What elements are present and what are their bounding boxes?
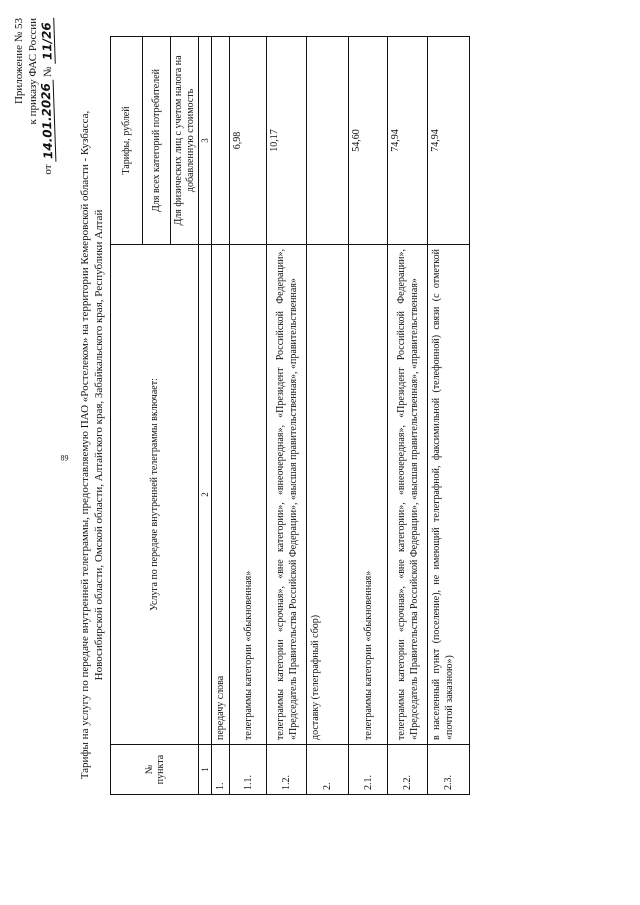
table-row — [428, 37, 470, 795]
row-description: в населенный пункт (поселение), не имеющий телеграфной, факсимильной (телефонной) связи (с отметкой «почтой заказною») — [428, 245, 470, 745]
row-number: 2.2. — [388, 745, 428, 795]
row-description: телеграммы категории «обыкновенная» — [349, 245, 388, 745]
row-description: телеграммы категории «обыкновенная» — [230, 245, 267, 745]
appendix-order: к приказу ФАС России — [27, 18, 39, 125]
header-service: Услуга по передаче внутренней телеграммы включает: — [111, 245, 199, 745]
row-description: передачу слова — [212, 245, 230, 745]
row-number: 2.1. — [349, 745, 388, 795]
document-title: Тарифы на услугу по передаче внутренней телеграммы, предоставляемую ПАО «Ростелеком» на территории Кемеровской области - Кузбасса, Новосибирской области, Омской области, Алтайского края, Забайкальского края, Республики Алтай — [79, 110, 105, 780]
header-item-number: № пункта — [111, 745, 199, 795]
row-description: телеграммы категории «срочная», «вне категории», «внеочередная», «Президент Российской Федерации», «Председатель Правительства Российской Федерации», «высшая правительственная», «правительственная» — [388, 245, 428, 745]
header-tariff-subcolumns — [143, 37, 199, 245]
page-number: 89 — [60, 453, 69, 463]
table-row — [267, 37, 307, 795]
table-row — [212, 37, 230, 795]
row-tariff: 10,17 — [267, 37, 307, 245]
handwritten-order-number: 11/26 — [39, 18, 56, 64]
date-prefix: от — [42, 164, 54, 175]
row-number: 2. — [307, 745, 349, 795]
row-tariff: 54,60 — [349, 37, 388, 245]
row-tariff — [307, 37, 349, 245]
row-description: телеграммы категории «срочная», «вне категории», «внеочередная», «Президент Российской Федерации», «Председатель Правительства Российской Федерации», «высшая правительственная», «правительственная» — [267, 245, 307, 745]
row-number: 2.3. — [428, 745, 470, 795]
number-sign: № — [42, 66, 54, 78]
header-all-consumers: Для всех категорий потребителей — [143, 37, 171, 244]
table-row — [307, 37, 349, 795]
tariff-table — [110, 36, 470, 795]
row-tariff — [212, 37, 230, 245]
header-tariffs: Тарифы, рублей — [111, 37, 143, 245]
table-row — [388, 37, 428, 795]
index-cell: 2 — [199, 245, 212, 745]
appendix-date-line — [40, 18, 55, 248]
index-cell: 1 — [199, 745, 212, 795]
row-number: 1.2. — [267, 745, 307, 795]
row-tariff: 74,94 — [388, 37, 428, 245]
header-individuals-vat: Для физических лиц с учетом налога на добавленную стоимость — [172, 55, 196, 226]
row-tariff: 74,94 — [428, 37, 470, 245]
row-description: доставку (телеграфный сбор) — [307, 245, 349, 745]
appendix-label: Приложение № 53 — [13, 18, 25, 105]
table-row — [349, 37, 388, 795]
row-number: 1. — [212, 745, 230, 795]
handwritten-date: 14.01.2026 — [39, 80, 57, 162]
row-number: 1.1. — [230, 745, 267, 795]
index-cell: 3 — [199, 37, 212, 245]
appendix-header — [12, 18, 55, 248]
row-tariff: 6,98 — [230, 37, 267, 245]
table-row — [230, 37, 267, 795]
